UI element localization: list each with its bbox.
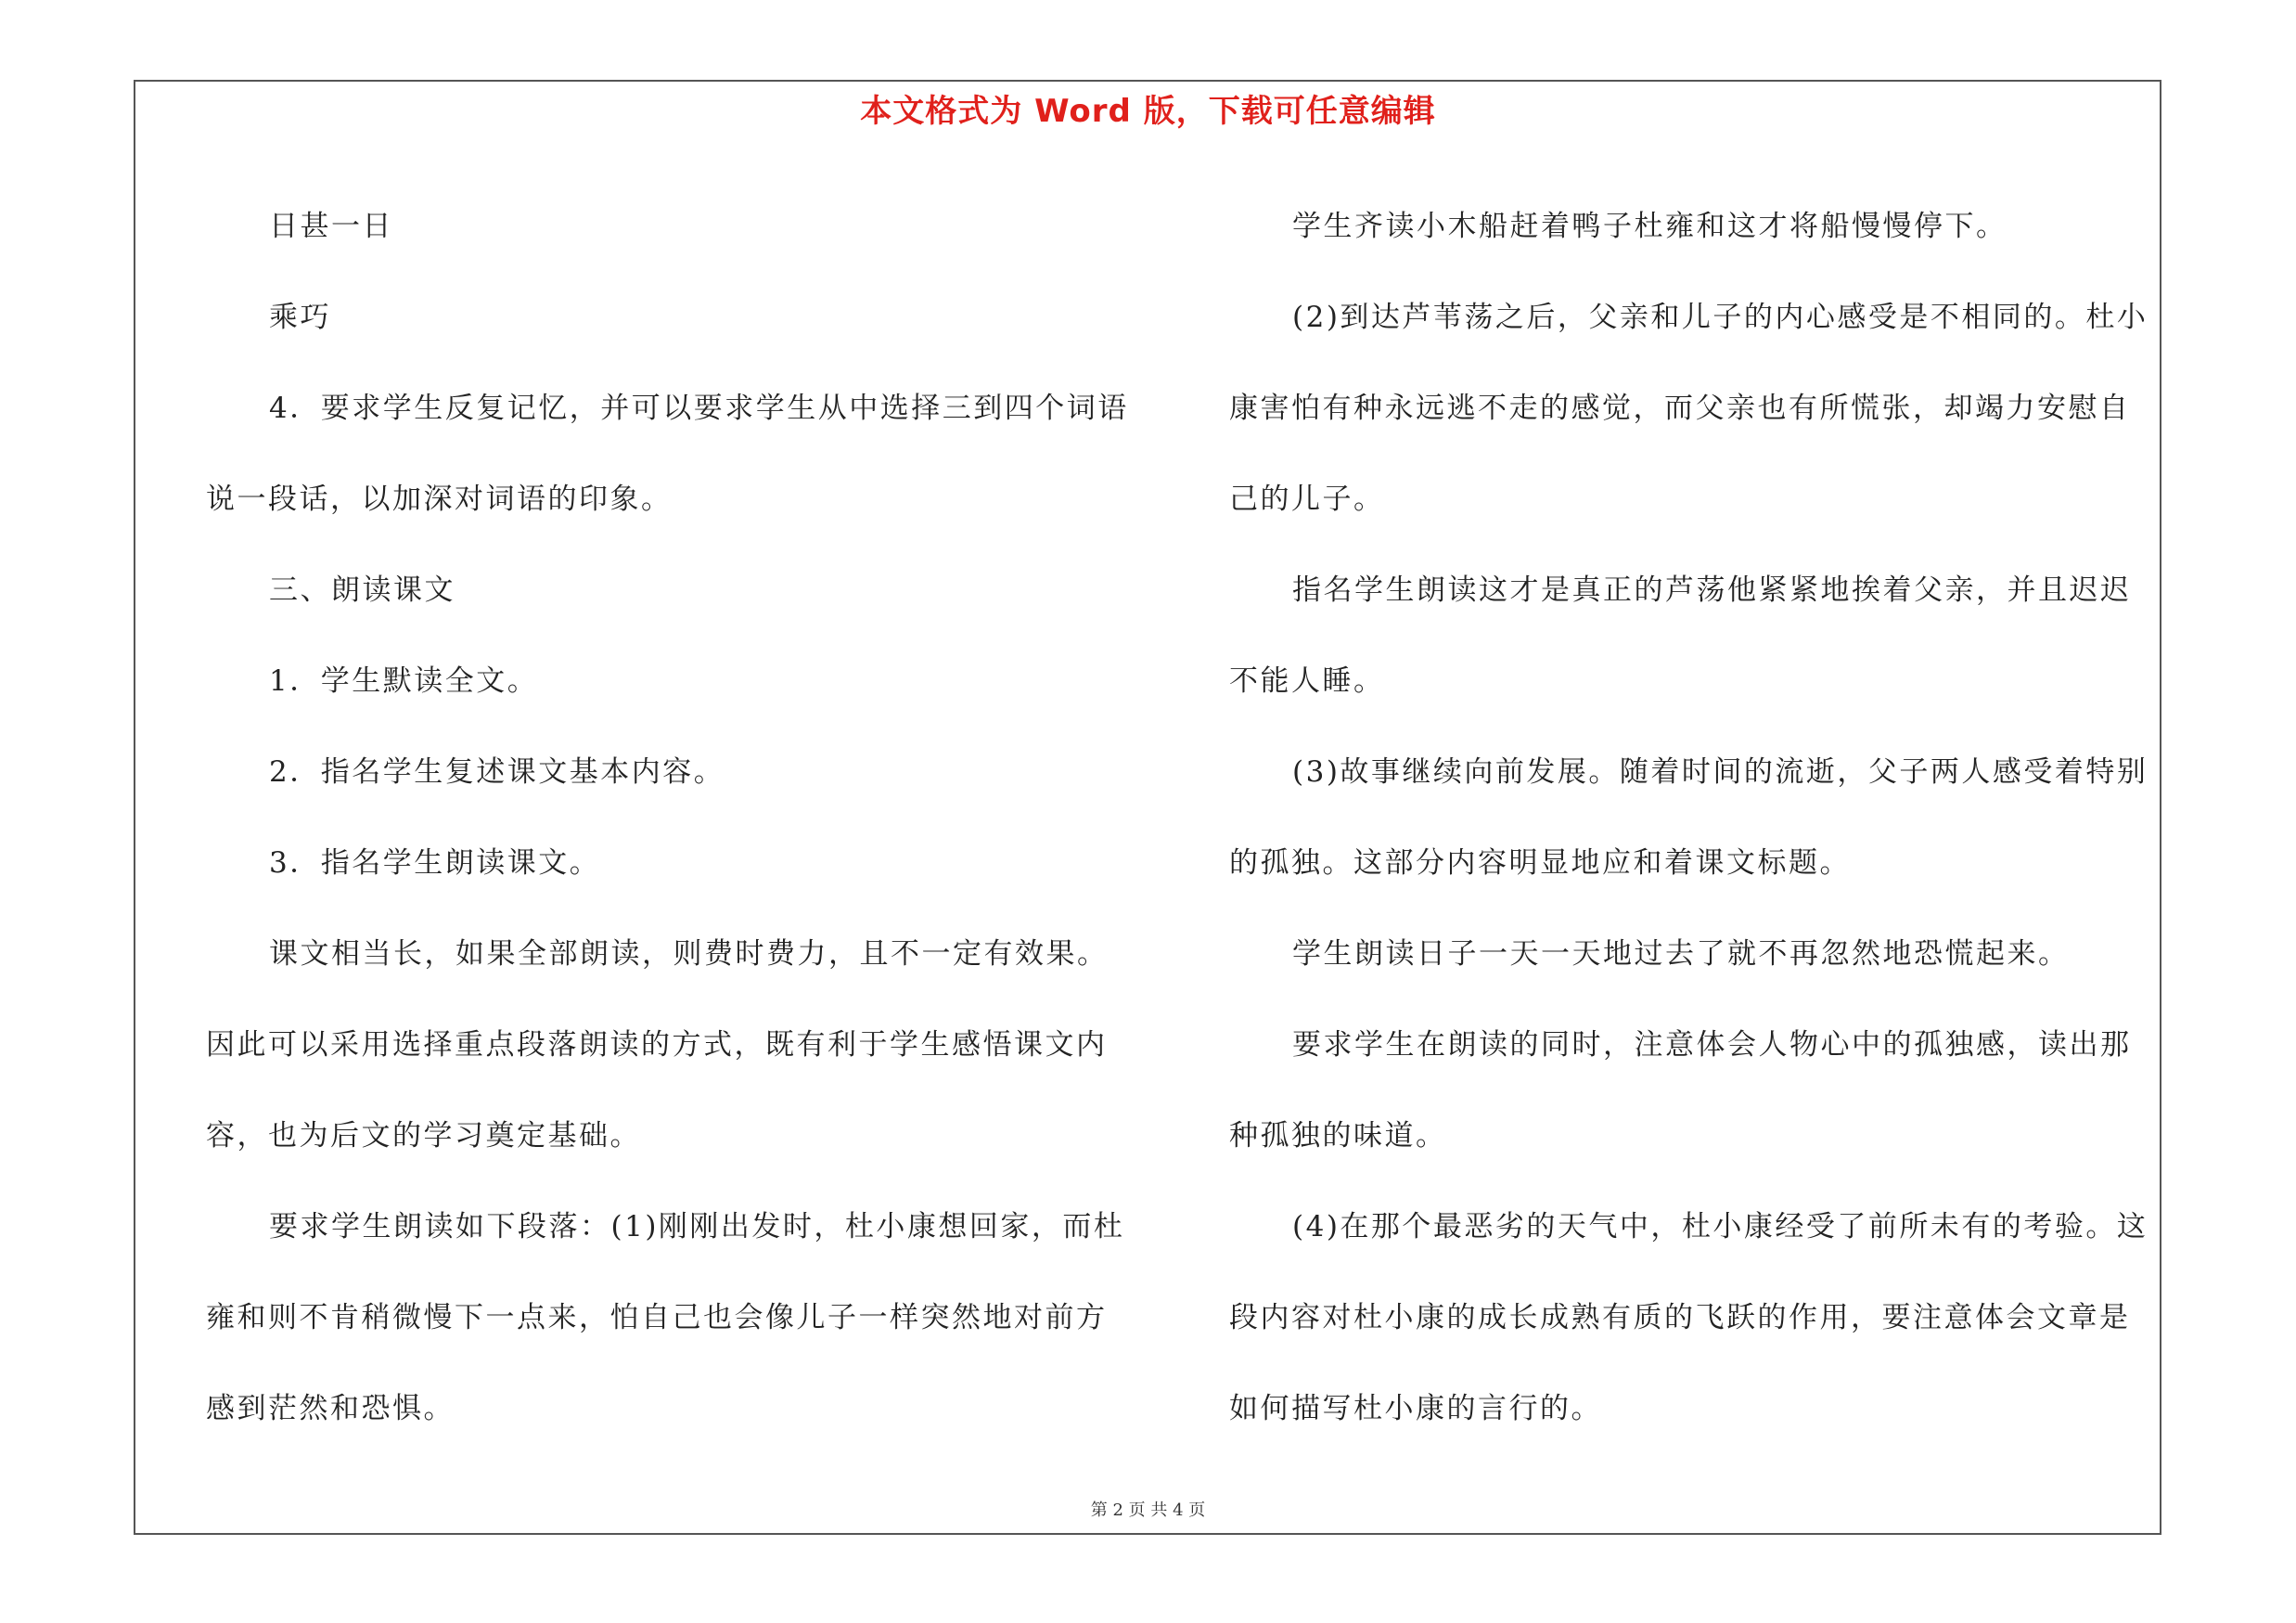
paragraph: 指名学生朗读这才是真正的芦荡他紧紧地挨着父亲，并且迟迟不能人睡。 <box>1229 573 2132 698</box>
paragraph: 乘巧 <box>269 301 331 334</box>
paragraph: 课文相当长，如果全部朗读，则费时费力，且不一定有效果。因此可以采用选择重点段落朗读的方式，既有利于学生感悟课文内容，也为后文的学习奠定基础。 <box>206 937 1109 1153</box>
paragraph: 日甚一日 <box>269 210 393 243</box>
paragraph: 2．指名学生复述课文基本内容。 <box>269 755 725 789</box>
paragraph: (2)到达芦苇荡之后，父亲和儿子的内心感受是不相同的。杜小康害怕有种永远逃不走的感觉，而父亲也有所慌张，却竭力安慰自己的儿子。 <box>1229 301 2148 516</box>
page-number: 第 2 页 共 4 页 <box>1090 1501 1206 1520</box>
paragraph: 3．指名学生朗读课文。 <box>269 846 601 880</box>
left-column <box>206 181 1134 1454</box>
right-column <box>1229 181 2157 1454</box>
paragraph: 要求学生在朗读的同时，注意体会人物心中的孤独感，读出那种孤独的味道。 <box>1229 1028 2132 1153</box>
paragraph: (4)在那个最恶劣的天气中，杜小康经受了前所未有的考验。这段内容对杜小康的成长成熟有质的飞跃的作用，要注意体会文章是如何描写杜小康的言行的。 <box>1229 1210 2148 1425</box>
paragraph: 要求学生朗读如下段落：(1)刚刚出发时，杜小康想回家，而杜雍和则不肯稍微慢下一点来，怕自己也会像儿子一样突然地对前方感到茫然和恐惧。 <box>206 1210 1125 1425</box>
paragraph: 1．学生默读全文。 <box>269 664 539 698</box>
paragraph: 学生齐读小木船赶着鸭子杜雍和这才将船慢慢停下。 <box>1292 210 2007 243</box>
section-heading: 三、朗读课文 <box>269 573 455 607</box>
paragraph: 学生朗读日子一天一天地过去了就不再忽然地恐慌起来。 <box>1292 937 2070 971</box>
format-banner: 本文格式为 Word 版，下载可任意编辑 <box>860 93 1436 130</box>
paragraph: 4．要求学生反复记忆，并可以要求学生从中选择三到四个词语说一段话，以加深对词语的印象。 <box>206 392 1129 516</box>
paragraph: (3)故事继续向前发展。随着时间的流逝，父子两人感受着特别的孤独。这部分内容明显地应和着课文标题。 <box>1229 755 2148 880</box>
